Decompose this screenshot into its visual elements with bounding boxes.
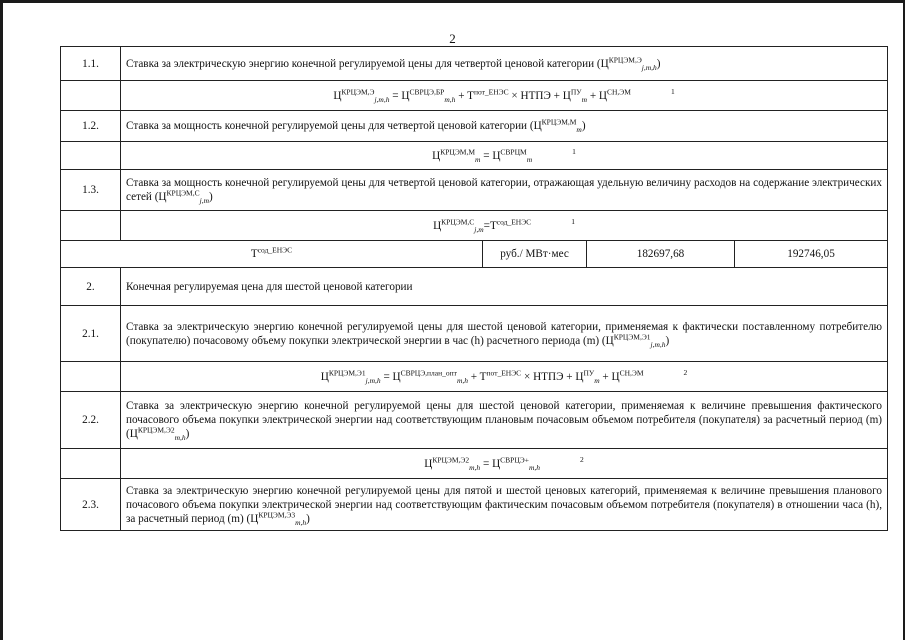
formula-subscript: m <box>526 154 533 164</box>
formula-superscript: КРЦЭМ,С <box>441 216 475 226</box>
description-tail: ) <box>665 334 670 347</box>
description-text: Ставка за электрическую энергию конечной регулируемой цены для пятой и шестой ценовых категорий, применяемая к величине превышения планового почасового объема покупки электрической энергии над соответствующим фактическим почасовым объемом потребителя (покупателя) в отношении часа (h), за расчетный период (m) (Ц <box>126 484 883 525</box>
formula-superscript: СВРЦМ <box>500 146 527 156</box>
formula-cell <box>121 81 888 111</box>
formula-term: × НТПЭ + Ц <box>508 89 571 102</box>
row-number: 1.2. <box>61 111 121 142</box>
row-description <box>121 306 888 362</box>
formula-superscript: КРЦЭМ,Э2 <box>432 454 470 464</box>
formula-subscript: m,h <box>456 375 468 385</box>
table-row <box>61 142 888 170</box>
formula-superscript: СВРЦЭ,план_опт <box>400 367 457 377</box>
row-number: 1.3. <box>61 170 121 211</box>
description-superscript: КРЦЭМ,С <box>166 188 200 198</box>
row-description <box>121 392 888 449</box>
table-row <box>61 241 888 268</box>
description-text: Ставка за электрическую энергию конечной регулируемой цены для шестой ценовой категории, применяемая к величине превышения фактического почасового объема покупки электрической энергии над соответствующим плановым почасовым объемом потребителя (покупателя) за расчетный период (m) (Ц <box>126 400 883 440</box>
row-description <box>121 479 888 531</box>
description-subscript: j,m <box>199 196 209 206</box>
row-number: 2.1. <box>61 306 121 362</box>
row-number: 2.2. <box>61 392 121 449</box>
row-number: 2.3. <box>61 479 121 531</box>
description-tail: ) <box>185 428 190 440</box>
formula-superscript: КРЦЭМ,М <box>440 146 476 156</box>
description-text: Ставка за мощность конечной регулируемой цены для четвертой ценовой категории, отражающая удельную величину расходов на содержание электрических сетей (Ц <box>126 177 883 203</box>
description-subscript: m,h <box>295 517 307 527</box>
formula-superscript: ПУ <box>583 367 595 377</box>
value-label-superscript: сод_ЕНЭС <box>257 245 293 255</box>
table-row <box>61 111 888 142</box>
formula-superscript: пот_ЕНЭС <box>486 367 522 377</box>
description-text: Ставка за мощность конечной регулируемой цены для четвертой ценовой категории (Ц <box>126 120 542 132</box>
formula-subscript: j,m <box>474 224 484 234</box>
empty-num-cell <box>61 211 121 241</box>
formula-superscript: СВРЦЭ+ <box>500 454 529 464</box>
formula-term: Ц <box>433 219 442 232</box>
formula-superscript: КРЦЭМ,Э1 <box>328 367 366 377</box>
description-superscript: КРЦЭМ,Э1 <box>613 331 651 341</box>
description-superscript: КРЦЭМ,Э3 <box>258 509 296 519</box>
formula-cell <box>121 449 888 479</box>
description-tail: ) <box>208 191 213 203</box>
formula-term: Ц <box>424 457 433 470</box>
row-description <box>121 170 888 211</box>
formula-term: + T <box>467 370 487 383</box>
formula-superscript: КРЦЭМ,Э <box>341 86 375 96</box>
formula-term: = Ц <box>380 370 401 383</box>
description-superscript: КРЦЭМ,Э <box>608 54 642 64</box>
formula-subscript: m <box>475 154 481 164</box>
formula-subscript: j,m,h <box>365 375 381 385</box>
formula-term: = Ц <box>389 89 410 102</box>
empty-num-cell <box>61 81 121 111</box>
description-subscript: m,h <box>174 433 186 443</box>
formula-subscript: m,h <box>469 462 481 472</box>
table-row <box>61 170 888 211</box>
formula-superscript: сод_ЕНЭС <box>496 216 532 226</box>
formula-subscript: m <box>581 94 588 104</box>
footnote-marker: 1 <box>572 146 576 156</box>
formula-subscript: m,h <box>444 94 456 104</box>
formula-term: Ц <box>333 89 342 102</box>
value-label-cell <box>61 241 483 268</box>
formula-cell <box>121 211 888 241</box>
formula-term: Ц <box>432 149 441 162</box>
table-row <box>61 479 888 531</box>
value-label: T <box>250 248 258 260</box>
formula-subscript: m <box>594 375 600 385</box>
table-row <box>61 306 888 362</box>
formula-term: + T <box>455 89 474 102</box>
description-tail: ) <box>306 512 310 525</box>
description-superscript: КРЦЭМ,Э2 <box>137 425 175 435</box>
value-cell-1: 182697,68 <box>587 241 735 268</box>
formula-term: =T <box>483 219 497 232</box>
description-tail: ) <box>656 57 661 70</box>
formula-term: = Ц <box>480 457 501 470</box>
empty-num-cell <box>61 362 121 392</box>
formula-superscript: ПУ <box>570 86 582 96</box>
formula-subscript: m,h <box>528 462 540 472</box>
formula-subscript: j,m,h <box>374 94 390 104</box>
row-description <box>121 268 888 306</box>
description-superscript: КРЦЭМ,М <box>541 117 577 127</box>
table-row <box>61 392 888 449</box>
table-row <box>61 211 888 241</box>
formula-term: × НТПЭ + Ц <box>521 370 584 383</box>
row-number: 2. <box>61 268 121 306</box>
formula-superscript: СН,ЭМ <box>607 86 631 96</box>
footnote-marker: 1 <box>670 86 675 96</box>
unit-cell: руб./ МВт·мес <box>483 241 587 268</box>
formula-term: = Ц <box>480 149 501 162</box>
formula-superscript: пот_ЕНЭС <box>473 86 509 96</box>
formula-superscript: СН,ЭМ <box>619 367 644 377</box>
description-subscript: m <box>576 125 582 135</box>
table-row <box>61 362 888 392</box>
scan-border-top <box>0 0 905 3</box>
formula-term: + Ц <box>599 370 620 383</box>
empty-num-cell <box>61 449 121 479</box>
row-description <box>121 111 888 142</box>
description-text: Ставка за электрическую энергию конечной регулируемой цены для шестой ценовой категории, применяемая к фактически поставленному потребителю (покупателю) почасовому объему покупки электрической энергии в час (h) расчетного периода (m) (Ц <box>126 320 883 347</box>
tariff-table <box>60 46 888 531</box>
formula-term: Ц <box>320 370 329 383</box>
empty-num-cell <box>61 142 121 170</box>
description-text: Конечная регулируемая цена для шестой ценовой категории <box>126 280 413 293</box>
formula-cell <box>121 362 888 392</box>
formula-term: + Ц <box>587 89 608 102</box>
footnote-marker: 1 <box>571 216 575 226</box>
table-row <box>61 268 888 306</box>
description-subscript: j,m,h <box>650 339 666 349</box>
formula-cell <box>121 142 888 170</box>
description-text: Ставка за электрическую энергию конечной регулируемой цены для четвертой ценовой категории (Ц <box>126 57 609 70</box>
scan-border-left <box>0 0 3 640</box>
row-description <box>121 47 888 81</box>
table-row <box>61 81 888 111</box>
page-number: 2 <box>449 31 456 46</box>
footnote-marker: 2 <box>683 367 688 377</box>
description-tail: ) <box>581 120 586 132</box>
footnote-marker: 2 <box>580 454 584 464</box>
table-row <box>61 47 888 81</box>
table-row <box>61 449 888 479</box>
description-subscript: j,m,h <box>641 62 657 72</box>
value-cell-2: 192746,05 <box>735 241 888 268</box>
row-number: 1.1. <box>61 47 121 81</box>
formula-superscript: СВРЦЭ,БР <box>409 86 445 96</box>
